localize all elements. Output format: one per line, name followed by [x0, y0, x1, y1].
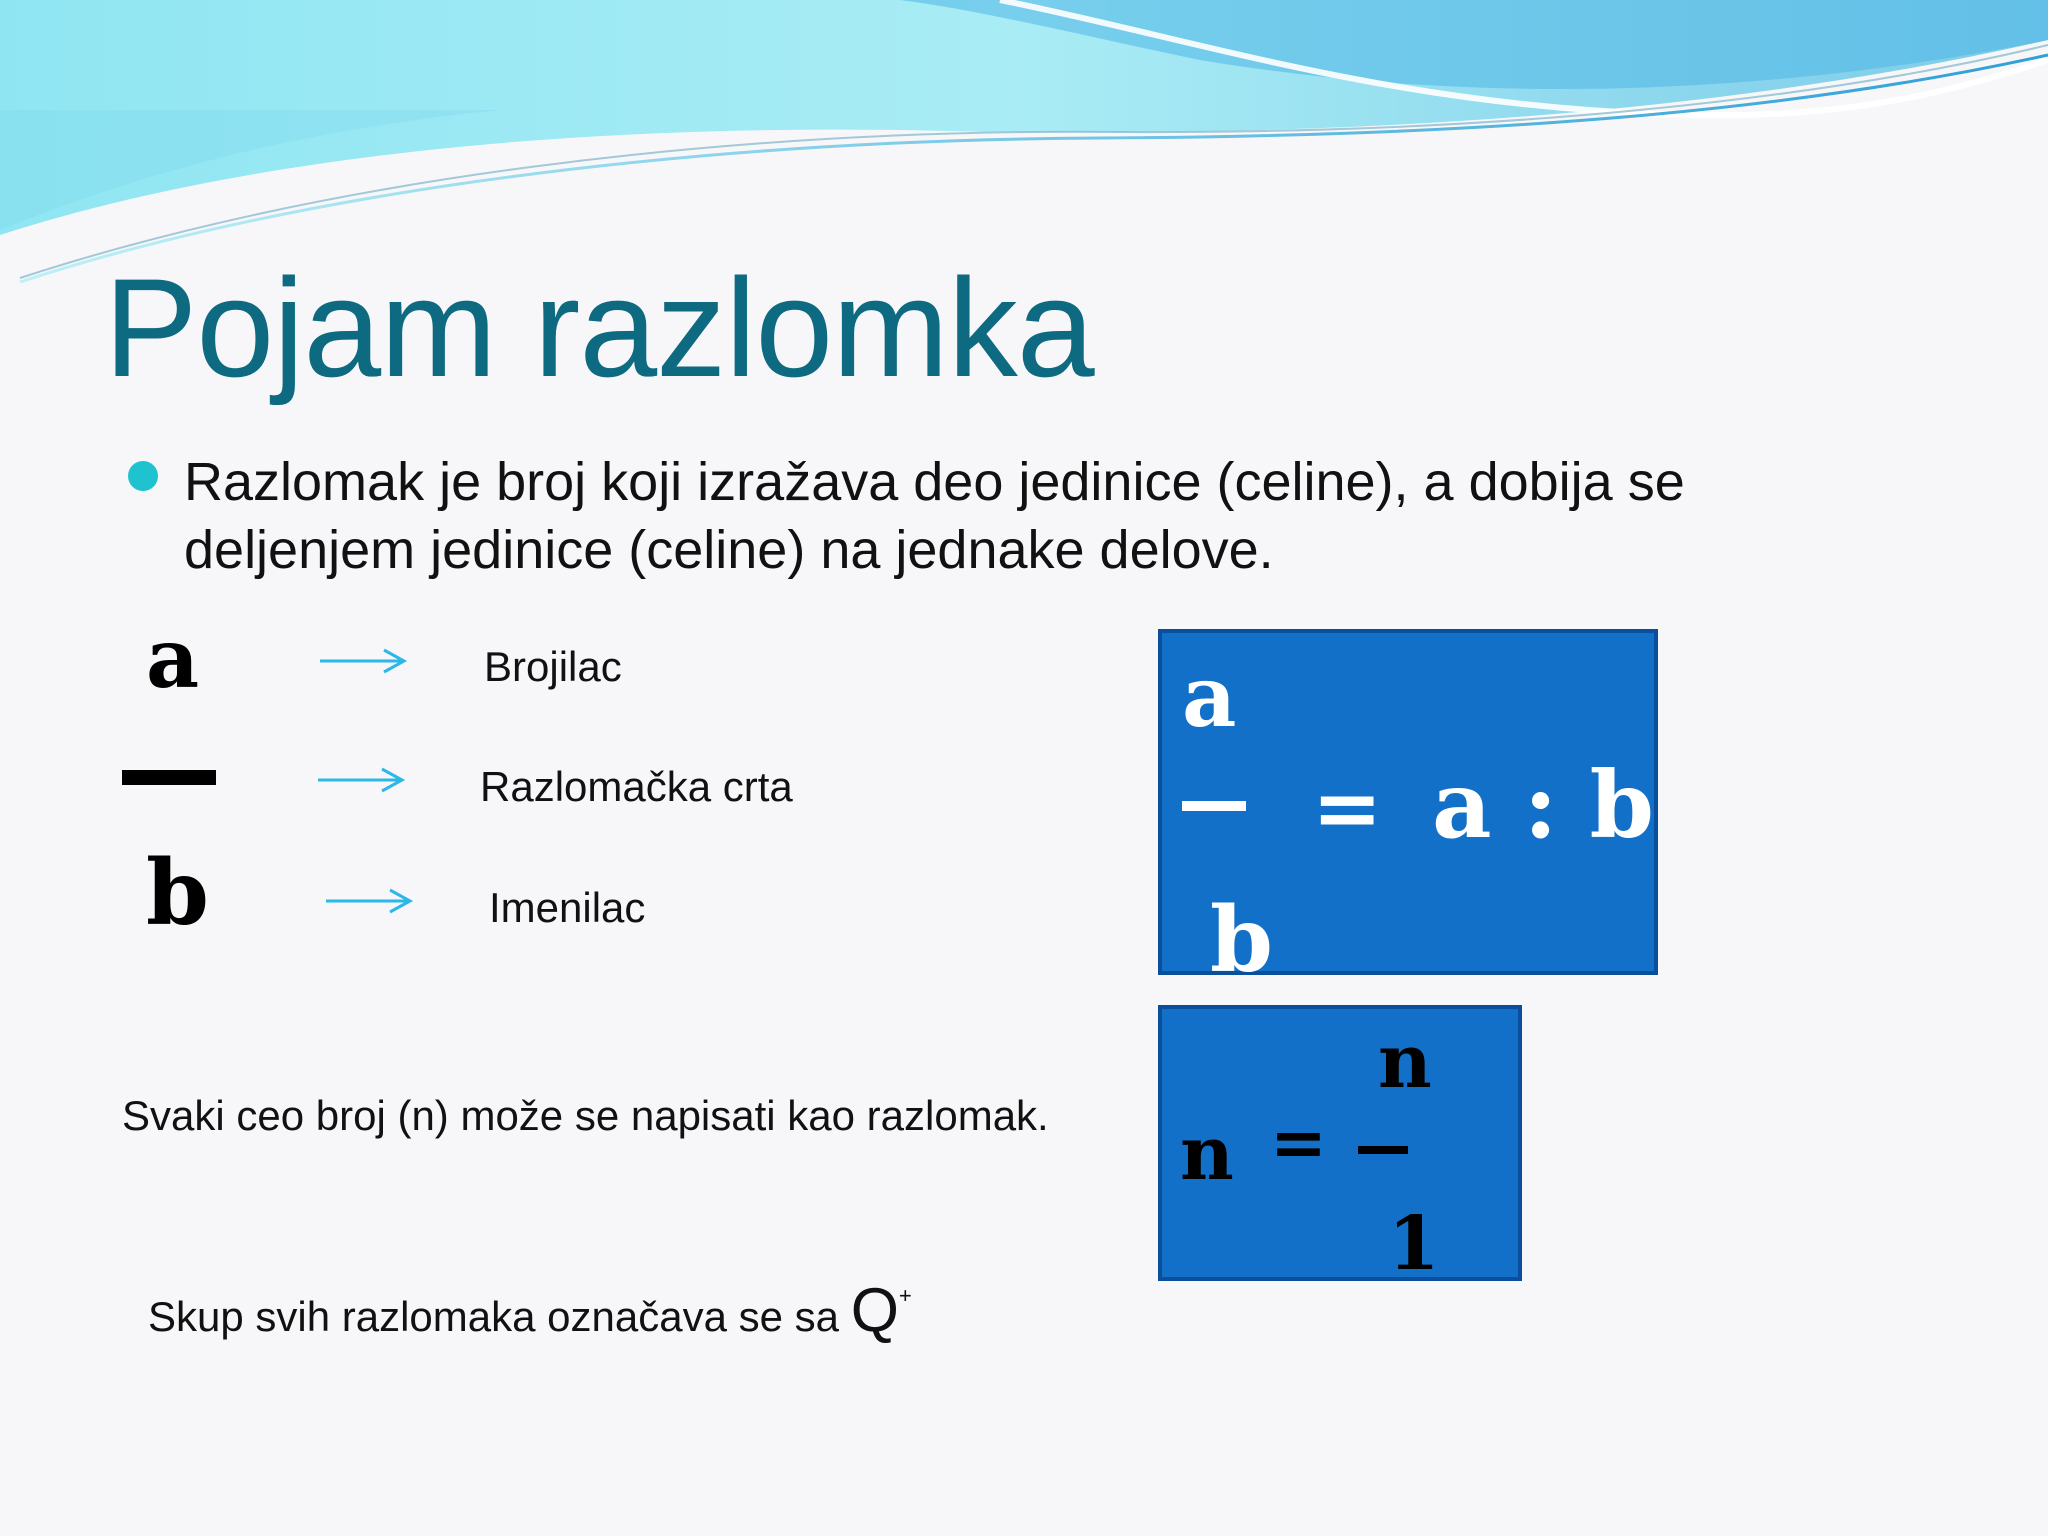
box-integer: n	[1180, 1111, 1234, 1197]
numerator-symbol: a	[146, 611, 200, 707]
bullet-dot-icon	[128, 461, 158, 491]
numerator-label: Brojilac	[484, 643, 622, 690]
definition-text: Razlomak je broj koji izražava deo jedinice (celine), a dobija se deljenjem jedinice (celine) na jednake delove.	[184, 452, 1685, 580]
box-denominator: b	[1210, 887, 1273, 993]
box-fraction-bar	[1182, 801, 1246, 811]
arrow-right-icon	[324, 886, 414, 916]
box-equals-sign: =	[1312, 758, 1383, 857]
box-equals-sign: =	[1270, 1103, 1327, 1183]
denominator-symbol: b	[146, 840, 209, 946]
set-superscript: +	[898, 1283, 912, 1308]
denominator-label: Imenilac	[489, 884, 646, 931]
integer-note: Svaki ceo broj (n) može se napisati kao razlomak.	[122, 1092, 1049, 1139]
fraction-bar-label: Razlomačka crta	[480, 763, 793, 810]
box-fraction-bar	[1358, 1146, 1408, 1154]
box-numerator: n	[1378, 1019, 1432, 1105]
page-title: Pojam razlomka	[104, 249, 1094, 406]
box-division-expression: a : b	[1432, 751, 1654, 859]
set-note-text: Skup svih razlomaka označava se sa	[148, 1293, 840, 1340]
set-note	[148, 1276, 912, 1345]
box-denominator: 1	[1388, 1201, 1440, 1287]
set-symbol: Q	[850, 1276, 899, 1345]
integer-as-fraction-box	[1158, 1005, 1522, 1287]
box-numerator: a	[1182, 647, 1237, 746]
fraction-bar-symbol	[122, 770, 216, 785]
fraction-division-box	[1158, 629, 1658, 993]
arrow-right-icon	[316, 765, 406, 795]
arrow-right-icon	[318, 646, 408, 676]
